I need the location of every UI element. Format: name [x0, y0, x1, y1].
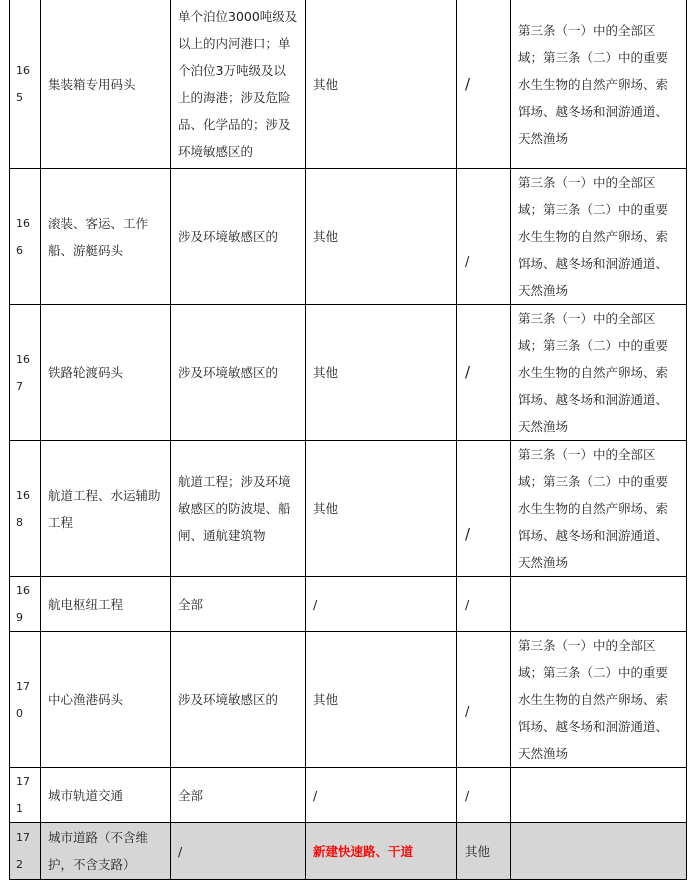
sensitive-area-cell	[511, 577, 687, 632]
scope-cell: 涉及环境敏感区的	[171, 169, 306, 305]
project-name: 铁路轮渡码头	[41, 305, 171, 441]
mark-cell: /	[457, 632, 511, 768]
sensitive-area-cell: 第三条（一）中的全部区域；第三条（二）中的重要水生生物的自然产卵场、索饵场、越冬场和洄游通道、天然渔场	[511, 0, 687, 169]
row-number: 169	[10, 577, 41, 632]
table-row	[10, 577, 687, 632]
category-cell: /	[306, 768, 457, 823]
scope-cell: 全部	[171, 577, 306, 632]
category-cell: 其他	[306, 305, 457, 441]
sensitive-area-cell: 第三条（一）中的全部区域；第三条（二）中的重要水生生物的自然产卵场、索饵场、越冬场和洄游通道、天然渔场	[511, 441, 687, 577]
scope-cell: 全部	[171, 768, 306, 823]
mark-cell: /	[457, 441, 511, 577]
mark-cell: /	[457, 305, 511, 441]
table-row	[10, 0, 687, 169]
project-name: 中心渔港码头	[41, 632, 171, 768]
scope-cell: 涉及环境敏感区的	[171, 632, 306, 768]
table-row	[10, 768, 687, 823]
sensitive-area-cell: 第三条（一）中的全部区域；第三条（二）中的重要水生生物的自然产卵场、索饵场、越冬场和洄游通道、天然渔场	[511, 169, 687, 305]
project-name: 航电枢纽工程	[41, 577, 171, 632]
mark-cell: /	[457, 0, 511, 169]
category-cell: /	[306, 577, 457, 632]
scope-cell: 涉及环境敏感区的	[171, 305, 306, 441]
row-number: 165	[10, 0, 41, 169]
row-number: 166	[10, 169, 41, 305]
row-number: 171	[10, 768, 41, 823]
category-cell: 其他	[306, 441, 457, 577]
category-cell: 其他	[306, 0, 457, 169]
project-name: 滚装、客运、工作船、游艇码头	[41, 169, 171, 305]
category-cell: 其他	[306, 169, 457, 305]
table-row-highlighted	[10, 823, 687, 880]
project-name: 城市轨道交通	[41, 768, 171, 823]
project-name: 集装箱专用码头	[41, 0, 171, 169]
project-table	[9, 0, 687, 880]
mark-cell: /	[457, 768, 511, 823]
scope-cell: /	[171, 823, 306, 880]
project-name: 航道工程、水运辅助工程	[41, 441, 171, 577]
mark-cell: /	[457, 577, 511, 632]
sensitive-area-cell	[511, 768, 687, 823]
table-row	[10, 632, 687, 768]
scope-cell: 航道工程；涉及环境敏感区的防波堤、船闸、通航建筑物	[171, 441, 306, 577]
category-cell: 其他	[306, 632, 457, 768]
sensitive-area-cell	[511, 823, 687, 880]
category-cell: 新建快速路、干道	[306, 823, 457, 880]
row-number: 172	[10, 823, 41, 880]
row-number: 170	[10, 632, 41, 768]
mark-cell: 其他	[457, 823, 511, 880]
table-row	[10, 305, 687, 441]
row-number: 168	[10, 441, 41, 577]
project-name: 城市道路（不含维护，不含支路）	[41, 823, 171, 880]
sensitive-area-cell: 第三条（一）中的全部区域；第三条（二）中的重要水生生物的自然产卵场、索饵场、越冬场和洄游通道、天然渔场	[511, 632, 687, 768]
mark-cell: /	[457, 169, 511, 305]
row-number: 167	[10, 305, 41, 441]
table-row	[10, 441, 687, 577]
scope-cell: 单个泊位3000吨级及以上的内河港口；单个泊位3万吨级及以上的海港；涉及危险品、化学品的；涉及环境敏感区的	[171, 0, 306, 169]
sensitive-area-cell: 第三条（一）中的全部区域；第三条（二）中的重要水生生物的自然产卵场、索饵场、越冬场和洄游通道、天然渔场	[511, 305, 687, 441]
table-row	[10, 169, 687, 305]
